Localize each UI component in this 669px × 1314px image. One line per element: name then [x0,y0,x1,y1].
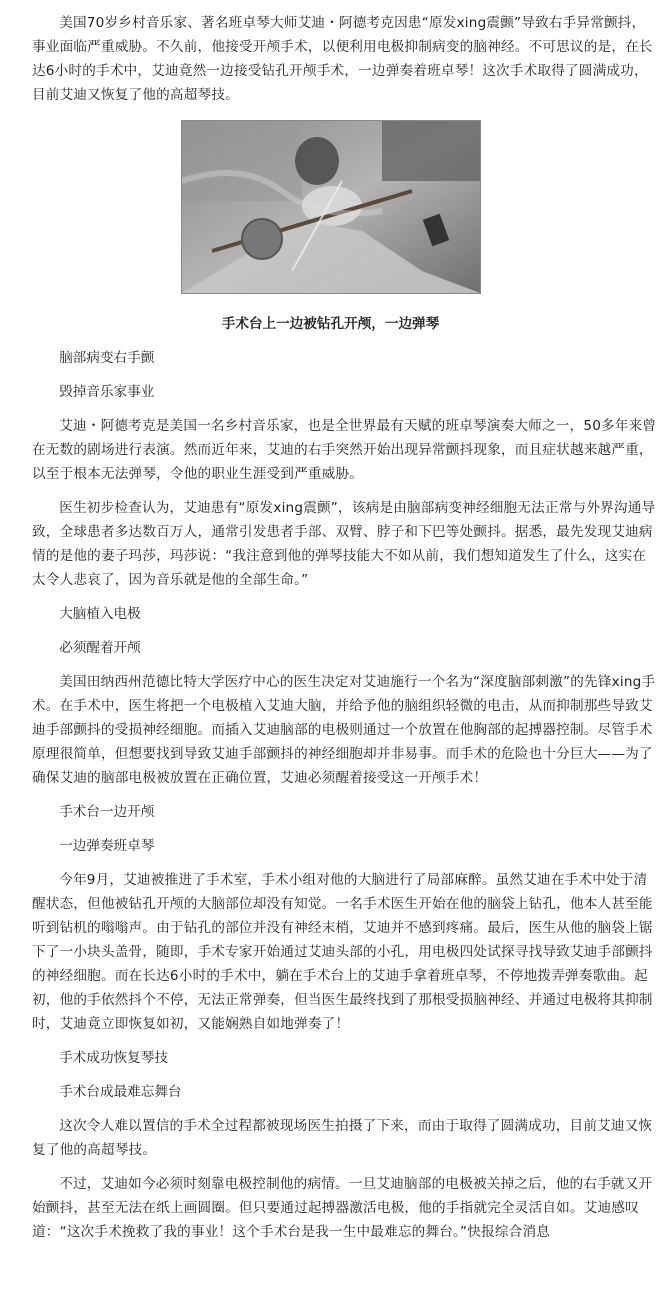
surgery-photo [181,120,481,294]
section-heading: 必须醒着开颅 [59,640,141,656]
section-heading: 一边弹奏班卓琴 [59,838,155,854]
section-heading: 手术台成最难忘舞台 [59,1084,182,1100]
intro-paragraph: 美国70岁乡村音乐家、著名班卓琴大师艾迪・阿德考克因患“原发xing震颤”导致右手异常颤抖，事业面临严重威胁。不久前，他接受开颅手术，以便利用电极抑制病变的脑神经。不可思议的是，在长达6小时的手术中，艾迪竟然一边接受钻孔开颅手术，一边弹奏着班卓琴！这次手术取得了圆满成功，目前艾迪又恢复了他的高超琴技。 [32,15,653,103]
image-caption: 手术台上一边被钻孔开颅，一边弹琴 [221,316,440,332]
body-paragraph: 医生初步检查认为，艾迪患有“原发xing震颤”，该病是由脑部病变神经细胞无法正常与外界沟通导致，全球患者多达数百万人，通常引发患者手部、双臂、脖子和下巴等处颤抖。据悉，最先发现艾迪病情的是他的妻子玛莎，玛莎说：“我注意到他的弹琴技能大不如从前，我们想知道发生了什么，这实在太令人悲哀了，因为音乐就是他的全部生命。” [32,500,656,588]
section-heading: 脑部病变右手颤 [59,350,155,366]
article-figure [32,120,657,336]
section-heading: 毁掉音乐家事业 [59,384,155,400]
body-paragraph: 美国田纳西州范德比特大学医疗中心的医生决定对艾迪施行一个名为“深度脑部刺激”的先锋xing手术。在手术中，医生将把一个电极植入艾迪大脑，并给予他的脑组织轻微的电击，从而抑制那些导致艾迪手部颤抖的受损神经细胞。而插入艾迪脑部的电极则通过一个放置在他胸部的起搏器控制。尽管手术原理很简单，但想要找到导致艾迪手部颤抖的神经细胞却并非易事。而手术的危险也十分巨大——为了确保艾迪的脑部电极被放置在正确位置，艾迪必须醒着接受这一开颅手术！ [32,674,656,786]
section-heading: 手术台一边开颅 [59,804,155,820]
body-paragraph: 这次令人难以置信的手术全过程都被现场医生拍摄了下来，而由于取得了圆满成功，目前艾迪又恢复了他的高超琴技。 [32,1118,653,1158]
body-paragraph: 不过，艾迪如今必须时刻靠电极控制他的病情。一旦艾迪脑部的电极被关掉之后，他的右手就又开始颤抖，甚至无法在纸上画圆圈。但只要通过起搏器激活电极，他的手指就完全灵活自如。艾迪感叹道：“这次手术挽救了我的事业！这个手术台是我一生中最难忘的舞台。”快报综合消息 [32,1176,653,1240]
body-paragraph: 艾迪・阿德考克是美国一名乡村音乐家，也是全世界最有天赋的班卓琴演奏大师之一，50多年来曾在无数的剧场进行表演。然而近年来，艾迪的右手突然开始出现异常颤抖现象，而且症状越来越严重，以至于根本无法弹琴，令他的职业生涯受到严重威胁。 [32,418,657,482]
surgery-photo-illustration [182,121,480,293]
section-heading: 大脑植入电极 [59,606,141,622]
section-heading: 手术成功恢复琴技 [59,1050,168,1066]
body-paragraph: 今年9月，艾迪被推进了手术室，手术小组对他的大脑进行了局部麻醉。虽然艾迪在手术中处于清醒状态，但他被钻孔开颅的大脑部位却没有知觉。一名手术医生开始在他的脑袋上钻孔，他本人甚至能听到钻机的嗡嗡声。由于钻孔的部位并没有神经末梢，艾迪并不感到疼痛。最后，医生从他的脑袋上锯下了一小块头盖骨，随即，手术专家开始通过艾迪头部的小孔，用电极四处试探寻找导致艾迪手部颤抖的神经细胞。而在长达6小时的手术中，躺在手术台上的艾迪手拿着班卓琴，不停地拨弄弹奏歌曲。起初，他的手依然抖个不停，无法正常弹奏，但当医生最终找到了那根受损脑神经、并通过电极将其抑制时，艾迪竟立即恢复如初，又能娴熟自如地弹奏了！ [32,872,653,1032]
